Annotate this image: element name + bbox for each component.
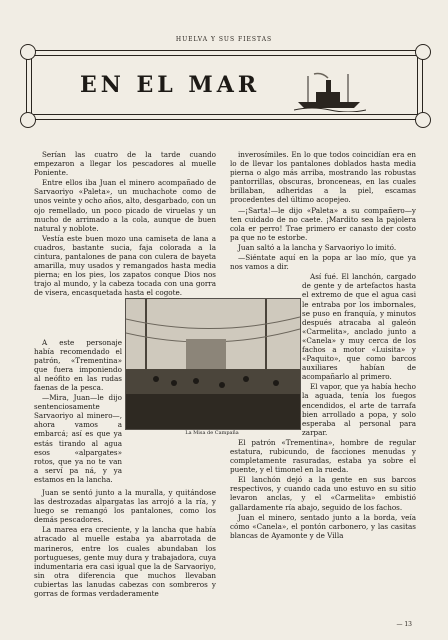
- frame-corner-ornament: [415, 112, 431, 128]
- frame-corner-ornament: [20, 44, 36, 60]
- crowd-scene-image: [126, 299, 300, 429]
- paragraph: Juan se sentó junto a la muralla, y quitándose las destrozadas alpargatas las arrojó a la ría, y luego se remangó los pantalones, como los demás pescadores.: [34, 488, 216, 525]
- paragraph: A este personaje había recomendado el patrón, «Trementina» que fuera imponiendo al neófito en las rudas faenas de la pesca.: [34, 337, 122, 392]
- paragraph: El patrón «Trementina», hombre de regular estatura, rubicundo, de facciones menudas y completamente rasuradas, estaba ya sobre el puente, y el timonel en la rueda.: [230, 437, 416, 475]
- paragraph: Entre ellos iba Juan el minero acompañado de Sarvaoriyo «Paleta», un muchachote como de unos veinte y ocho años, alto, desgarbado, con un ojo remellado, un poco picado de viruelas y un mucho de arrimado a la cola, aunque de buen natural y noblote.: [34, 178, 216, 233]
- running-head: HUELVA Y SUS FIESTAS: [175, 36, 273, 43]
- paragraph: El vapor, que ya había hecho la aguada, tenía los fuegos encendidos, el arte de tarrafa bien arrollado a popa, y solo esperaba al personal para zarpar.: [302, 382, 416, 437]
- paragraph: Juan saltó a la lancha y Sarvaoriyo lo imitó.: [238, 242, 397, 252]
- page-number: — 13: [396, 621, 412, 628]
- photograph: [125, 298, 301, 430]
- paragraph: —Mira, Juan—le dijo sentenciosamente Sarvaoriyo al minero—, ahora vamos a embarcá; así es que ya estás tirando al agua esos «alpargates» rotos, que ya no te van a serví pa ná, y ya estamos en la lancha.: [34, 393, 122, 484]
- paragraph: —¡Sarta!—le dijo «Paleta» a su compañero—y ten cuidado de no caete. ¡Mardito sea la pajolera cola er perro! Trae primero er canasto der costo pa que no te estorbe.: [230, 205, 416, 242]
- paragraph: Juan el minero, sentado junto a la borda, veía cómo «Canela», el pontón carbonero, y las casitas blancas de Ayamonte y de Villa: [230, 512, 416, 540]
- paragraph: inverosímiles. En lo que todos coincidían era en lo de llevar los pantalones doblados hasta media pierna o algo más arriba, mostrando las robustas pantorrillas, obscuras, bronceneas, en las cuales brillaban, adheridas a la piel, escamas procedentes del último acopejeo.: [230, 150, 416, 205]
- paragraph: Serían las cuatro de la tarde cuando empezaron a llegar los pescadores al muelle Poniente.: [34, 150, 216, 178]
- paragraph: El lanchón dejó a la gente en sus barcos respectivos, y cuando cada uno estuvo en su sitio levaron anclas, y el «Carmelita» embistió gallardamente ría abajo, seguido de los fachos.: [230, 475, 416, 512]
- frame-corner-ornament: [20, 112, 36, 128]
- paragraph: La marea era creciente, y la lancha que había atracado al muelle estaba ya abarrotada de marineros, entre los cuales abundaban los portugueses, gente muy dura y trabajadora, cuya indumentaria era casi igual que la de Sarvaoriyo, sin otra diferencia que muchos llevaban cubiertas las lanudas cabezas con sombreros y gorras de formas verdaderamente: [34, 525, 216, 599]
- frame-corner-ornament: [415, 44, 431, 60]
- steamship-icon: [294, 68, 366, 112]
- paragraph: Así fué. El lanchón, cargado de gente y de artefactos hasta el extremo de que el agua casi le entraba por los imbornales, se puso en franquía, y minutos después atracaba al galeón «Carmelita», anclado junto a «Canela» y muy cerca de los fachos a motor «Luisita» y «Paquito», que como barcos auxiliares habían de acompañarlo al primero.: [302, 272, 416, 382]
- paragraph: —Siéntate aquí en la popa ar lao mío, que ya nos vamos a dir.: [230, 253, 416, 272]
- paragraph: Vestía este buen mozo una camiseta de lana a cuadros, bastante sucia, faja colorada a la cintura, pantalones de pana con culera de bayeta amarilla, muy usados y remangados hasta media pierna; en los pies, los zapatos conque Dios nos trajo al mundo, y la cabeza tocada con una gorra de visera, encasquetada hasta el cogote.: [34, 233, 216, 298]
- article-title: EN EL MAR: [80, 72, 261, 98]
- photo-caption: La Misa de Campaña: [185, 430, 239, 436]
